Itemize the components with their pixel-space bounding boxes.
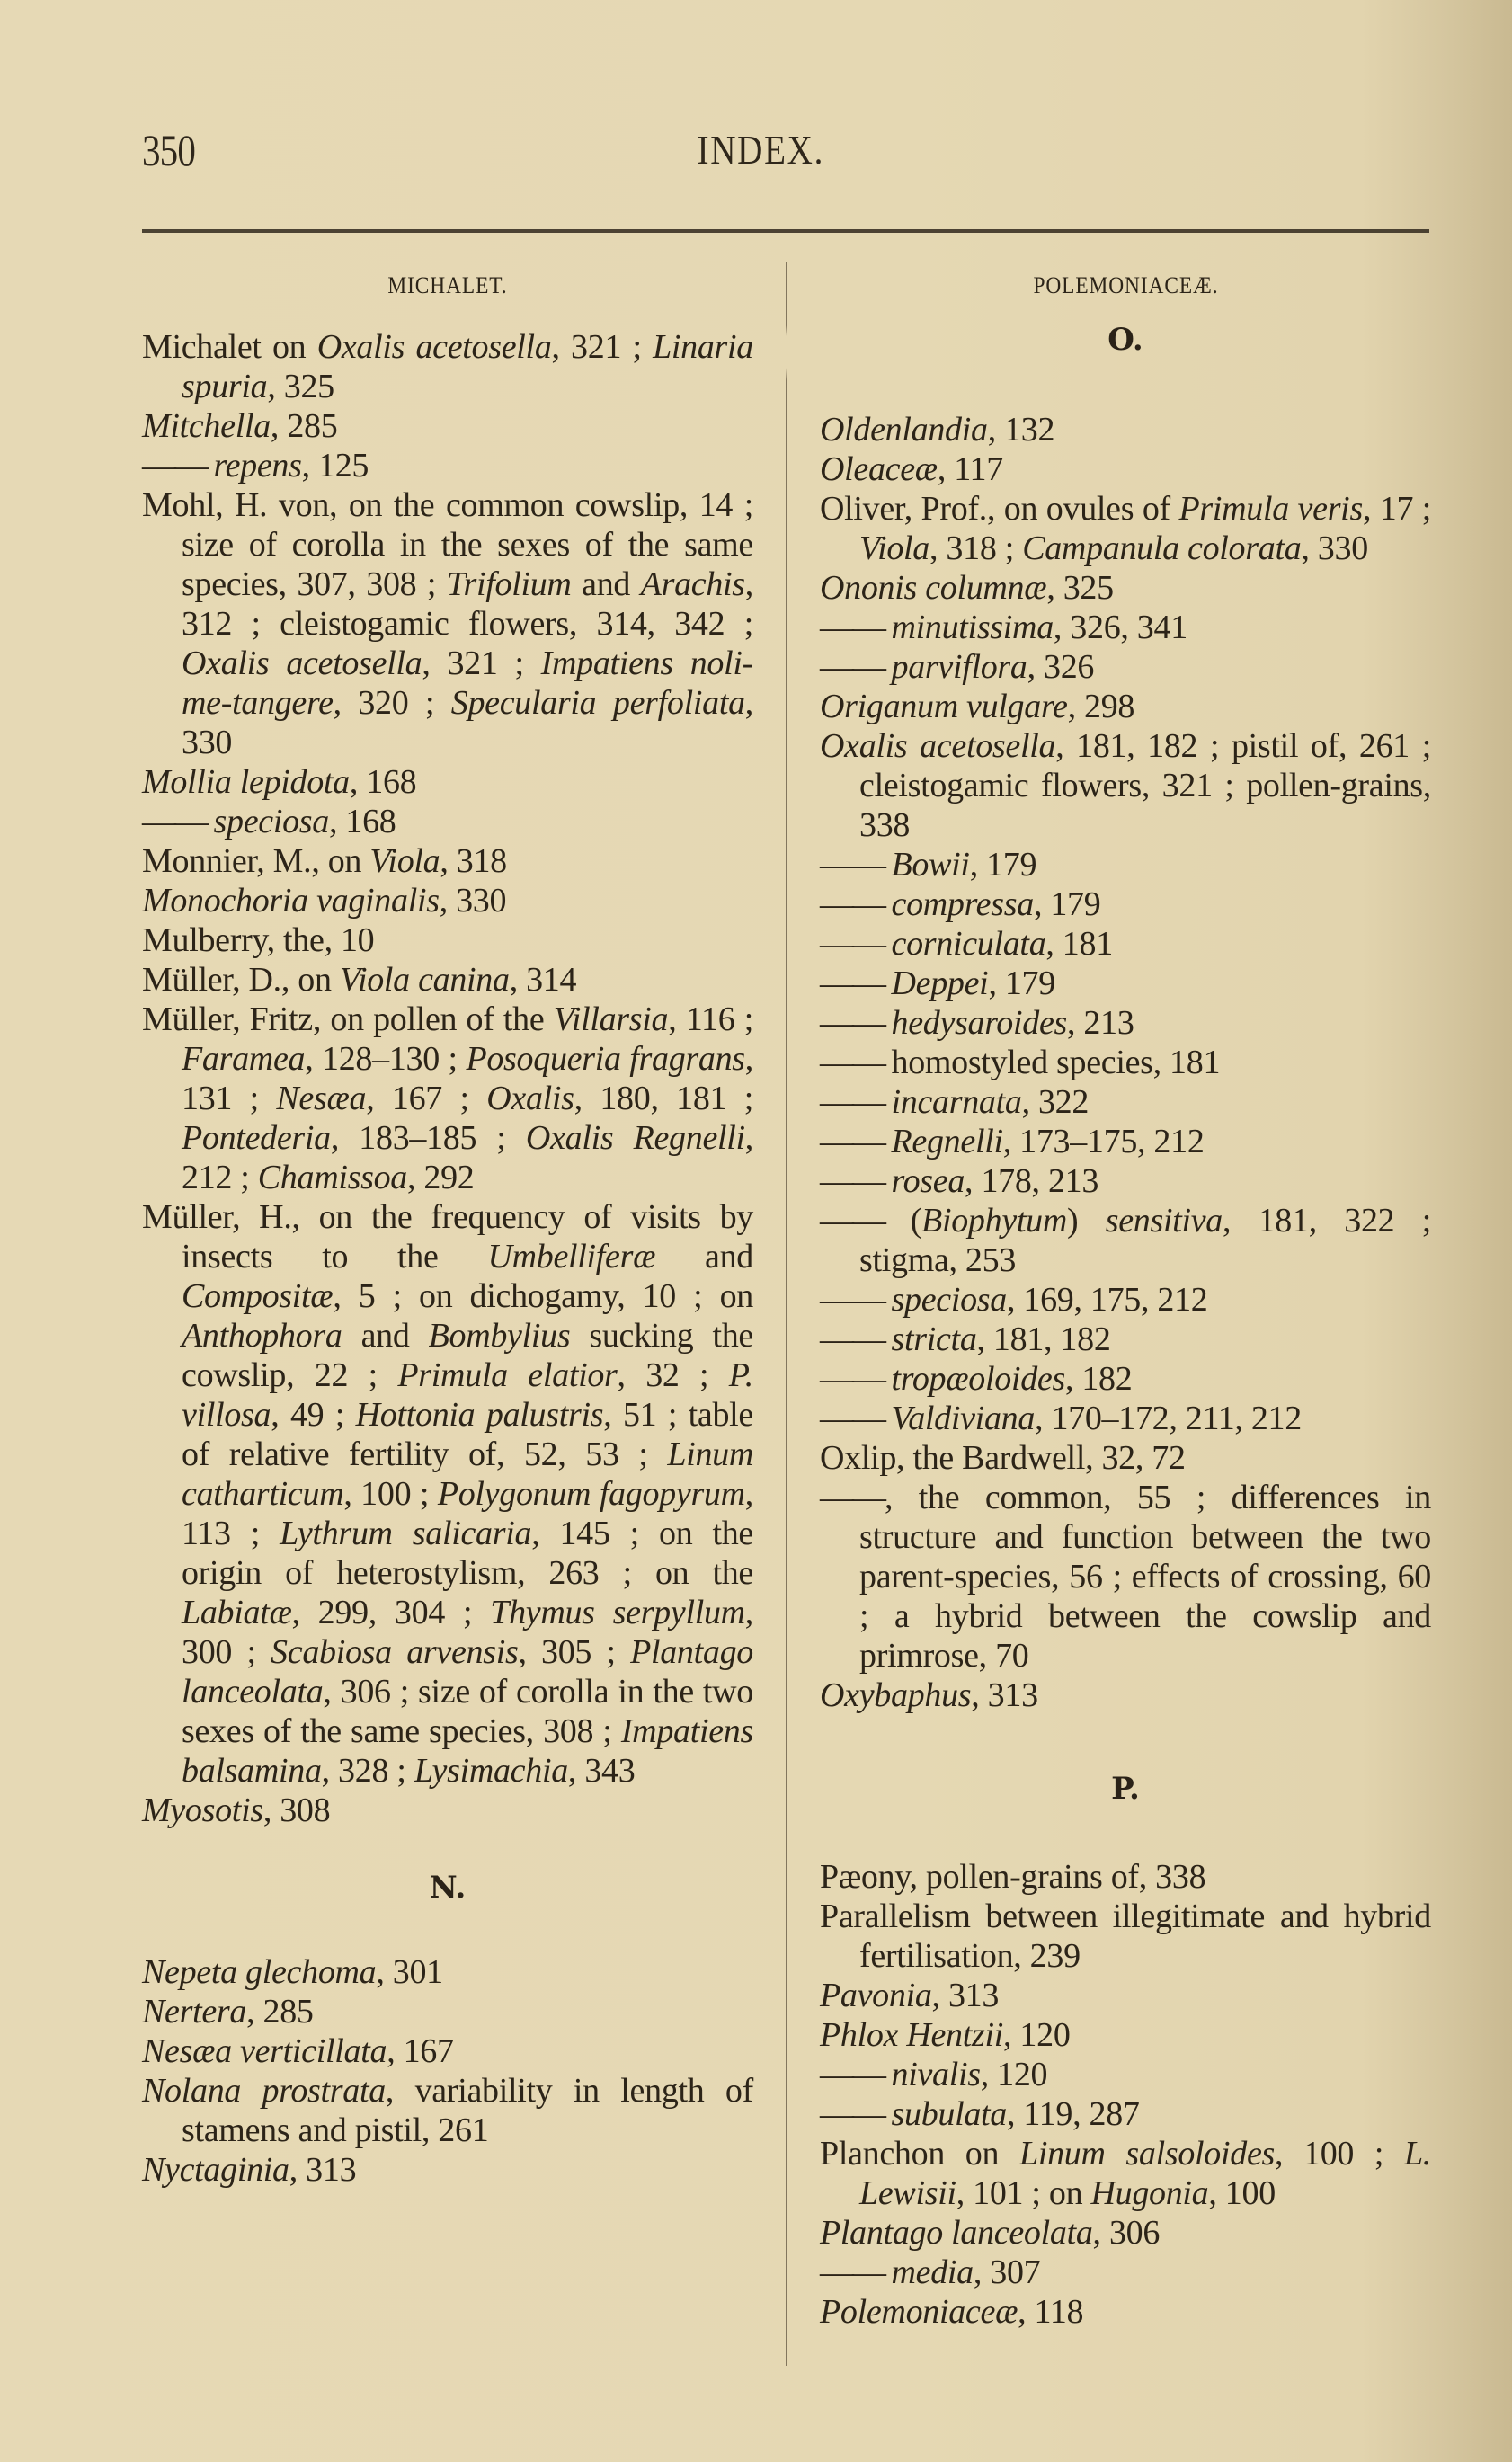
entry-text: , 285 <box>270 407 338 445</box>
index-entry <box>820 1857 1431 1897</box>
entry-text: , 168 <box>349 763 417 801</box>
ditto-dash: —— <box>820 846 892 884</box>
italic-term: Polygonum fagopyrum <box>437 1475 745 1513</box>
entry-text: , 325 <box>267 368 334 405</box>
italic-term: Linum catharticum <box>182 1435 753 1513</box>
entry-text: , 145 ; on the origin of heterostylism, 263 ; on the <box>182 1515 753 1592</box>
italic-term: Nesæa verticillata <box>142 2032 387 2070</box>
entry-text: , 298 <box>1067 688 1135 725</box>
entry-text: , 119, 287 <box>1007 2095 1140 2133</box>
italic-term: Nertera <box>142 1993 247 2031</box>
entry-text: , 330 <box>182 684 753 761</box>
entry-text: , 306 <box>1092 2214 1161 2252</box>
italic-term: Viola <box>859 529 930 567</box>
left-column <box>142 270 753 2190</box>
index-entry <box>820 1201 1431 1280</box>
italic-term: Pavonia <box>820 1977 932 2014</box>
italic-term: Campanula colorata <box>1022 529 1302 567</box>
left-sections <box>142 327 753 2190</box>
italic-term: Oleaceæ <box>820 450 938 488</box>
italic-term: Umbelliferæ <box>487 1238 656 1275</box>
index-entry <box>820 884 1431 924</box>
entry-text: and <box>342 1317 429 1355</box>
ditto-dash: —— <box>820 1044 892 1081</box>
entry-text: , 120 <box>1003 2016 1071 2054</box>
entry-text: , 305 ; <box>518 1633 631 1671</box>
index-entry <box>820 2015 1431 2055</box>
entry-text: Planchon on <box>820 2135 1019 2173</box>
italic-term: Oxalis acetosella <box>820 727 1056 765</box>
page-number: 350 <box>142 125 196 175</box>
italic-term: Bombylius <box>428 1317 571 1355</box>
entry-text: , 181, 182 ; pistil of, 261 ; cleistogamic flowers, 321 ; pollen-grains, 338 <box>859 727 1431 844</box>
italic-term: Anthophora <box>182 1317 342 1355</box>
ditto-dash: —— <box>820 609 892 646</box>
italic-term: Linaria spuria <box>182 328 753 405</box>
entry-text: , 318 <box>440 842 507 880</box>
index-entry <box>820 489 1431 568</box>
italic-term: Hottonia palustris <box>355 1396 604 1434</box>
index-section <box>142 1870 753 2190</box>
italic-term: Plantago lanceolata <box>820 2214 1093 2252</box>
index-entry <box>820 1976 1431 2015</box>
entry-text: Mohl, H. von, on the common cowslip, 14 ; size of corolla in the sexes of the same species, 307, 308 ; <box>142 486 753 603</box>
entry-text: , 116 ; <box>668 1000 753 1038</box>
italic-term: Trifolium <box>446 565 572 603</box>
entry-text: Oliver, Prof., on ovules of <box>820 490 1179 528</box>
ditto-dash: —— <box>820 1004 892 1042</box>
italic-term: Thymus serpyllum <box>490 1594 745 1631</box>
italic-term: Posoqueria fragrans <box>466 1040 745 1078</box>
entry-text: , 131 ; <box>182 1040 753 1117</box>
entry-text: , variability in length of stamens and pistil, 261 <box>182 2072 753 2149</box>
entry-text: , 330 <box>439 882 507 920</box>
entry-text: Mulberry, the, 10 <box>142 921 375 959</box>
entry-text: Müller, D., on <box>142 961 340 999</box>
ditto-dash: —— <box>820 648 892 686</box>
ditto-dash: —— <box>820 1123 892 1160</box>
entry-text: homostyled species, 181 <box>891 1044 1221 1081</box>
entry-text: Parallelism between illegitimate and hybrid fertilisation, 239 <box>820 1898 1431 1975</box>
index-entry <box>142 327 753 406</box>
italic-term: parviflora <box>891 648 1027 686</box>
italic-term: Faramea <box>182 1040 306 1078</box>
italic-term: Pontederia <box>182 1119 331 1157</box>
italic-term: Oxybaphus <box>820 1676 972 1714</box>
index-entry <box>820 1438 1431 1478</box>
index-entry <box>820 1161 1431 1201</box>
entry-text: , 328 ; <box>321 1752 414 1790</box>
entry-text: , 313 <box>931 1977 1000 2014</box>
index-entry <box>142 446 753 485</box>
index-entry <box>820 1043 1431 1082</box>
index-entry <box>820 647 1431 687</box>
italic-term: Arachis <box>640 565 745 603</box>
entry-text: Monnier, M., on <box>142 842 370 880</box>
entry-text: , 49 ; <box>271 1396 356 1434</box>
ditto-dash: —— <box>820 964 892 1002</box>
italic-term: Viola <box>369 842 440 880</box>
ditto-dash: —— <box>820 2056 892 2093</box>
index-entry <box>142 485 753 762</box>
entry-text: and <box>571 565 641 603</box>
ditto-dash: —— <box>820 1400 892 1437</box>
entry-text: , 128–130 ; <box>305 1040 467 1078</box>
italic-term: P. villosa <box>182 1356 753 1434</box>
entry-text: ( <box>910 1202 922 1240</box>
index-entry <box>142 2031 753 2071</box>
entry-text: , 167 ; <box>366 1080 487 1117</box>
entry-text: , 307 <box>973 2253 1041 2291</box>
entry-text: , 313 <box>971 1676 1038 1714</box>
entry-text: , 285 <box>246 1993 314 2031</box>
italic-term: incarnata <box>891 1083 1022 1121</box>
italic-term: Mitchella <box>142 407 271 445</box>
italic-term: Compositæ <box>182 1277 334 1315</box>
index-section <box>142 327 753 1830</box>
index-entry <box>142 1992 753 2031</box>
index-entry <box>820 1399 1431 1438</box>
entry-text: Oxlip, the Bardwell, 32, 72 <box>820 1439 1186 1477</box>
index-entry <box>820 1675 1431 1715</box>
entry-text: Michalet on <box>142 328 317 366</box>
index-entry <box>142 762 753 802</box>
left-catchword-text: MICHALET. <box>387 272 508 298</box>
italic-term: repens <box>213 447 302 484</box>
entry-text: , 326, 341 <box>1053 609 1187 646</box>
entry-text: , 180, 181 ; <box>574 1080 753 1117</box>
ditto-dash: —— <box>820 1479 885 1516</box>
left-catchword <box>142 270 753 316</box>
index-section <box>820 322 1431 1715</box>
index-entry <box>820 2253 1431 2292</box>
ditto-dash: —— <box>820 1083 892 1121</box>
entry-text: , 181, 322 ; stigma, 253 <box>859 1202 1431 1279</box>
index-entry <box>820 2292 1431 2332</box>
entry-text: and <box>655 1238 754 1275</box>
italic-term: Primula elatior <box>397 1356 618 1394</box>
ditto-dash: —— <box>820 2095 892 2133</box>
right-sections <box>820 322 1431 2332</box>
index-entry <box>142 960 753 1000</box>
index-entry <box>820 2094 1431 2134</box>
index-entry <box>820 1478 1431 1675</box>
entry-text: , 212 ; <box>182 1119 753 1196</box>
index-entry <box>142 2150 753 2190</box>
index-entry <box>820 1082 1431 1122</box>
ditto-dash: —— <box>820 1281 892 1319</box>
index-entry <box>820 1359 1431 1399</box>
italic-term: Polemoniaceæ <box>820 2293 1018 2331</box>
index-entry <box>142 802 753 841</box>
entry-text: , 312 ; cleistogamic flowers, 314, 342 ; <box>182 565 753 643</box>
entry-text: ) <box>1066 1202 1106 1240</box>
entry-text: , 213 <box>1067 1004 1134 1042</box>
entry-text: , 101 ; on <box>956 2174 1091 2212</box>
index-entry <box>142 881 753 920</box>
entry-text: , 100 ; <box>1275 2135 1404 2173</box>
entry-text: , 125 <box>301 447 369 484</box>
italic-term: Viola canina <box>339 961 510 999</box>
entry-text: , 292 <box>407 1159 475 1196</box>
italic-term: Linum salsoloides <box>1019 2135 1276 2173</box>
entry-text: , 117 <box>937 450 1003 488</box>
italic-term: Oxalis acetosella <box>316 328 552 366</box>
index-entry <box>142 1791 753 1830</box>
italic-term: Labiatæ <box>182 1594 292 1631</box>
entry-text: , 5 ; on dichogamy, 10 ; on <box>333 1277 753 1315</box>
italic-term: Lysimachia <box>414 1752 568 1790</box>
index-entry <box>820 687 1431 726</box>
entry-text: , 325 <box>1046 569 1114 607</box>
index-entry <box>820 2134 1431 2213</box>
entry-text: , 330 <box>1301 529 1368 567</box>
entry-text: , 300 ; <box>182 1594 753 1671</box>
entry-text: , 17 ; <box>1362 490 1432 528</box>
index-entry <box>820 1122 1431 1161</box>
italic-term: Monochoria vaginalis <box>142 882 440 920</box>
index-entry <box>142 2071 753 2150</box>
italic-term: Myosotis <box>142 1791 263 1829</box>
entry-text: , 322 <box>1021 1083 1090 1121</box>
index-entry <box>820 1320 1431 1359</box>
entry-text: , 321 ; <box>551 328 654 366</box>
entry-text: , 178, 213 <box>965 1162 1099 1200</box>
index-entry <box>820 1280 1431 1320</box>
column-divider <box>786 262 787 2366</box>
italic-term: Lythrum salicaria <box>280 1515 532 1552</box>
index-entry <box>820 410 1431 449</box>
ditto-dash: —— <box>820 1360 892 1398</box>
italic-term: Villarsia <box>553 1000 669 1038</box>
italic-term: minutissima <box>891 609 1054 646</box>
section-letter-heading: N. <box>429 1870 467 1906</box>
entry-text: , 167 <box>387 2032 454 2070</box>
running-head <box>0 126 1512 173</box>
entry-text: , 182 <box>1064 1360 1133 1398</box>
entry-text: , 132 <box>987 411 1055 449</box>
index-entry <box>142 920 753 960</box>
italic-term: rosea <box>891 1162 965 1200</box>
italic-term: Oldenlandia <box>820 411 988 449</box>
index-section <box>820 1771 1431 2332</box>
entry-text: , 169, 175, 212 <box>1006 1281 1208 1319</box>
entry-text: , 181, 182 <box>976 1320 1111 1358</box>
italic-term: Bowii <box>891 846 970 884</box>
italic-term: Origanum vulgare <box>820 688 1068 725</box>
entry-text: Müller, Fritz, on pollen of the <box>142 1000 554 1038</box>
index-entry <box>142 406 753 446</box>
entry-text: Pæony, pollen-grains of, 338 <box>820 1858 1206 1896</box>
entry-text: , 183–185 ; <box>330 1119 526 1157</box>
header-rule <box>142 229 1429 233</box>
italic-term: Nepeta glechoma <box>142 1953 377 1991</box>
italic-term: Mollia lepidota <box>142 763 350 801</box>
running-head-text: INDEX. <box>697 127 824 173</box>
italic-term: Plantago lanceolata <box>182 1633 753 1711</box>
italic-term: Impatiens balsamina <box>182 1712 753 1790</box>
index-entry <box>820 964 1431 1003</box>
index-entry <box>820 568 1431 608</box>
italic-term: speciosa <box>213 803 329 840</box>
entry-text: , 179 <box>988 964 1055 1002</box>
section-letter-heading: O. <box>1107 322 1143 358</box>
italic-term: sensitiva <box>1105 1202 1223 1240</box>
italic-term: L. Lewisii <box>859 2135 1431 2212</box>
italic-term: Ononis columnæ <box>820 569 1047 607</box>
italic-term: Primula veris <box>1178 490 1363 528</box>
ditto-dash: —— <box>142 447 214 484</box>
right-catchword <box>820 270 1431 316</box>
italic-term: Oxalis acetosella <box>182 644 422 682</box>
ditto-dash: —— <box>820 885 892 923</box>
italic-term: stricta <box>891 1320 977 1358</box>
index-entry <box>820 608 1431 647</box>
italic-term: Biophytum <box>921 1202 1067 1240</box>
italic-term: Scabiosa arvensis <box>271 1633 519 1671</box>
italic-term: hedysaroides <box>891 1004 1068 1042</box>
index-entry <box>820 924 1431 964</box>
italic-term: Oxalis Regnelli <box>525 1119 745 1157</box>
index-entry <box>142 1000 753 1197</box>
italic-term: Nolana prostrata <box>142 2072 386 2110</box>
ditto-dash: —— <box>820 1202 911 1240</box>
entry-text: , 299, 304 ; <box>291 1594 491 1631</box>
italic-term: tropæoloides <box>891 1360 1065 1398</box>
italic-term: Nyctaginia <box>142 2151 289 2189</box>
ditto-dash: —— <box>142 803 214 840</box>
ditto-dash: —— <box>820 925 892 963</box>
italic-term: subulata <box>891 2095 1008 2133</box>
italic-term: Valdiviana <box>891 1400 1036 1437</box>
ditto-dash: —— <box>820 1320 892 1358</box>
italic-term: Regnelli <box>891 1123 1003 1160</box>
right-column <box>820 270 1431 2332</box>
entry-text: , 120 <box>980 2056 1048 2093</box>
italic-term: compressa <box>891 885 1034 923</box>
entry-text: , 173–175, 212 <box>1002 1123 1205 1160</box>
italic-term: corniculata <box>891 925 1046 963</box>
index-entry <box>142 1197 753 1791</box>
index-entry <box>820 2055 1431 2094</box>
italic-term: Phlox Hentzii <box>820 2016 1004 2054</box>
italic-term: media <box>891 2253 974 2291</box>
entry-text: , 179 <box>1033 885 1101 923</box>
index-entry <box>820 1003 1431 1043</box>
entry-text: , 314 <box>509 961 577 999</box>
italic-term: nivalis <box>891 2056 981 2093</box>
section-letter-heading: P. <box>1111 1771 1140 1807</box>
entry-text: , 51 ; table of relative fertility of, 52, 53 ; <box>182 1396 753 1473</box>
entry-text: , 100 <box>1208 2174 1276 2212</box>
italic-term: Impatiens noli-me-tangere <box>182 644 753 722</box>
entry-text: , 179 <box>969 846 1037 884</box>
ditto-dash: —— <box>820 2253 892 2291</box>
italic-term: Oxalis <box>486 1080 574 1117</box>
ditto-dash: —— <box>820 1162 892 1200</box>
index-entry <box>820 2213 1431 2253</box>
entry-text: , 113 ; <box>182 1475 753 1552</box>
entry-text: , 313 <box>289 2151 357 2189</box>
entry-text: , 32 ; <box>617 1356 729 1394</box>
entry-text: , 170–172, 211, 212 <box>1035 1400 1302 1437</box>
italic-term: Specularia perfoliata <box>450 684 745 722</box>
entry-text: Müller, H., on the frequency of visits by insects to the <box>142 1198 753 1275</box>
entry-text: , 168 <box>328 803 396 840</box>
italic-term: Hugonia <box>1090 2174 1209 2212</box>
entry-text: , the common, 55 ; differences in structure and function between the two parent-species, 56 ; effects of crossing, 60 ; a hybrid between the cowslip and primrose, 70 <box>859 1479 1431 1675</box>
right-catchword-text: POLEMONIACEÆ. <box>1032 272 1219 298</box>
index-entry <box>820 449 1431 489</box>
index-entry <box>820 726 1431 845</box>
italic-term: Deppei <box>891 964 989 1002</box>
index-entry <box>142 841 753 881</box>
entry-text: , 308 <box>262 1791 331 1829</box>
entry-text: sucking the cowslip, 22 ; <box>182 1317 753 1394</box>
entry-text: , 343 <box>567 1752 636 1790</box>
entry-text: , 320 ; <box>333 684 451 722</box>
entry-text: , 321 ; <box>422 644 541 682</box>
italic-term: Nesæa <box>276 1080 367 1117</box>
index-entry <box>820 845 1431 884</box>
index-entry <box>142 1952 753 1992</box>
index-entry <box>820 1897 1431 1976</box>
entry-text: , 318 ; <box>929 529 1023 567</box>
italic-term: Chamissoa <box>257 1159 407 1196</box>
entry-text: , 181 <box>1045 925 1113 963</box>
entry-text: , 100 ; <box>343 1475 438 1513</box>
entry-text: , 118 <box>1018 2293 1084 2331</box>
entry-text: , 326 <box>1027 648 1095 686</box>
entry-text: , 306 ; size of corolla in the two sexes of the same species, 308 ; <box>182 1673 753 1750</box>
italic-term: speciosa <box>891 1281 1007 1319</box>
entry-text: , 301 <box>376 1953 443 1991</box>
